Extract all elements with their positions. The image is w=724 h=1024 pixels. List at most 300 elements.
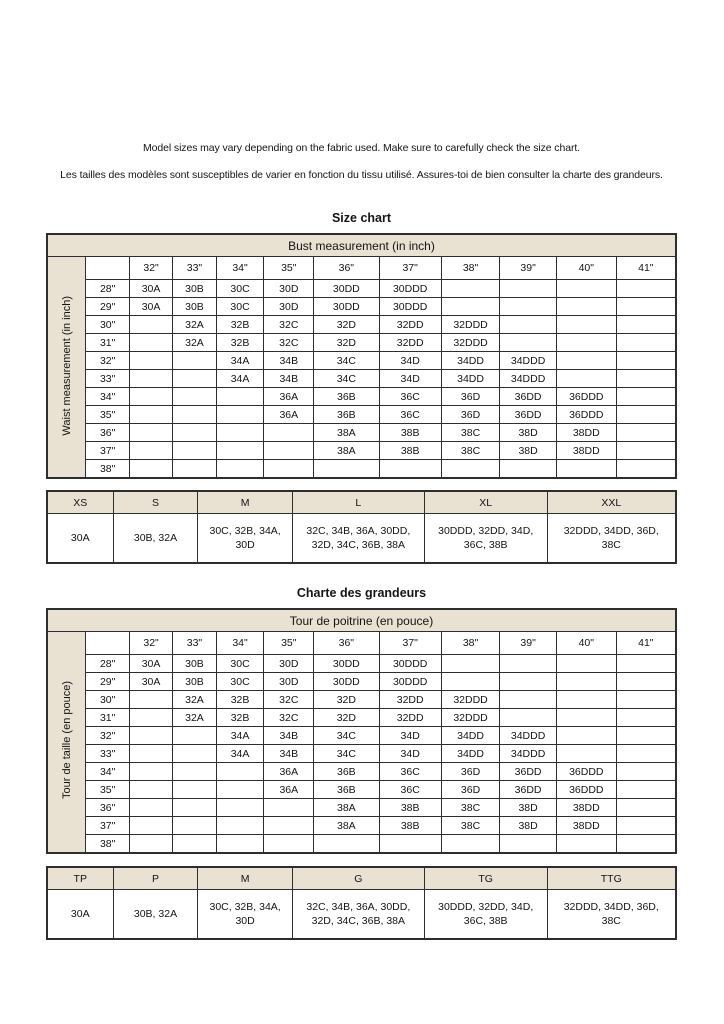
cup-size-cell: 34D xyxy=(379,352,441,370)
measurement-row xyxy=(47,334,676,352)
cup-size-cell xyxy=(173,460,216,479)
bust-column-header: 41" xyxy=(616,632,676,655)
cup-size-cell: 30C xyxy=(216,298,264,316)
bust-column-header: 41" xyxy=(616,257,676,280)
cup-size-cell: 30DD xyxy=(314,673,379,691)
intro-text-fr: Les tailles des modèles sont susceptibles de varier en fonction du tissu utilisé. Assures-toi de bien consulter la charte des grandeurs. xyxy=(60,169,663,181)
side-label-vertical-text: Waist measurement (in inch) xyxy=(60,295,73,436)
cup-size-cell: 30B xyxy=(173,298,216,316)
cup-size-cell: 32DDD xyxy=(441,691,499,709)
cup-size-cell: 32D xyxy=(314,334,379,352)
bust-column-header: 38" xyxy=(441,632,499,655)
cup-size-cell xyxy=(616,799,676,817)
cup-size-cell: 30DDD xyxy=(379,655,441,673)
waist-row-header: 28" xyxy=(86,280,129,298)
bust-measurement-band xyxy=(47,609,676,632)
cup-size-cell xyxy=(173,835,216,854)
waist-row-header: 30" xyxy=(86,316,129,334)
size-values-row xyxy=(47,514,676,564)
size-label-header: XL xyxy=(424,491,547,514)
size-chart-table-fr xyxy=(46,608,677,854)
cup-size-cell: 34DDD xyxy=(500,370,557,388)
cup-size-cell: 36DDD xyxy=(556,388,616,406)
waist-row-header: 33" xyxy=(86,370,129,388)
bust-column-header: 39" xyxy=(500,257,557,280)
cup-size-cell: 38B xyxy=(379,799,441,817)
cup-size-cell xyxy=(129,799,172,817)
cup-size-cell xyxy=(616,673,676,691)
bust-measurement-header: Tour de poitrine (en pouce) xyxy=(47,609,676,632)
cup-size-cell xyxy=(129,334,172,352)
waist-row-header: 33" xyxy=(86,745,129,763)
waist-row-header: 38" xyxy=(86,460,129,479)
cup-size-cell xyxy=(129,406,172,424)
cup-size-cell: 38A xyxy=(314,424,379,442)
cup-size-cell xyxy=(441,460,499,479)
cup-size-cell: 36DD xyxy=(500,763,557,781)
cup-size-cell xyxy=(129,424,172,442)
cup-size-cell xyxy=(616,835,676,854)
measurement-row xyxy=(47,691,676,709)
cup-size-cell: 30DD xyxy=(314,655,379,673)
cup-size-cell xyxy=(173,799,216,817)
cup-size-cell xyxy=(129,352,172,370)
cup-size-cell xyxy=(129,709,172,727)
cup-size-cell: 36D xyxy=(441,763,499,781)
cup-size-cell xyxy=(173,406,216,424)
bust-columns-header-row xyxy=(47,632,676,655)
cup-size-cell xyxy=(129,460,172,479)
cup-size-cell: 34B xyxy=(264,352,314,370)
cup-size-cell: 30B xyxy=(173,673,216,691)
cup-size-cell xyxy=(616,781,676,799)
waist-row-header: 34" xyxy=(86,388,129,406)
bust-column-header: 36" xyxy=(314,257,379,280)
cup-size-cell: 30DD xyxy=(314,298,379,316)
cup-size-cell: 32DDD xyxy=(441,316,499,334)
cup-size-cell: 36C xyxy=(379,388,441,406)
waist-row-header: 30" xyxy=(86,691,129,709)
cup-size-cell xyxy=(264,799,314,817)
waist-row-header: 29" xyxy=(86,673,129,691)
cup-size-cell xyxy=(616,442,676,460)
size-values-cell: 30A xyxy=(47,890,113,940)
cup-size-cell xyxy=(264,424,314,442)
bust-column-header: 36" xyxy=(314,632,379,655)
cup-size-cell xyxy=(173,817,216,835)
size-label-header: L xyxy=(292,491,424,514)
cup-size-cell xyxy=(500,835,557,854)
cup-size-cell: 34DDD xyxy=(500,352,557,370)
cup-size-cell xyxy=(616,334,676,352)
cup-size-cell xyxy=(129,745,172,763)
bust-column-header: 37" xyxy=(379,632,441,655)
cup-size-cell xyxy=(216,763,264,781)
cup-size-cell: 36DD xyxy=(500,406,557,424)
waist-row-header: 37" xyxy=(86,817,129,835)
cup-size-cell: 30D xyxy=(264,280,314,298)
measurement-row xyxy=(47,727,676,745)
cup-size-cell xyxy=(500,673,557,691)
waist-row-header: 32" xyxy=(86,727,129,745)
cup-size-cell: 38B xyxy=(379,442,441,460)
cup-size-cell: 36A xyxy=(264,406,314,424)
size-labels-row xyxy=(47,491,676,514)
cup-size-cell: 32D xyxy=(314,709,379,727)
cup-size-cell xyxy=(616,316,676,334)
measurement-row xyxy=(47,673,676,691)
cup-size-cell xyxy=(616,727,676,745)
cup-size-cell: 38D xyxy=(500,817,557,835)
cup-size-cell: 38DD xyxy=(556,442,616,460)
cup-size-cell xyxy=(500,298,557,316)
size-label-header: G xyxy=(292,867,424,890)
measurement-row xyxy=(47,835,676,854)
cup-size-cell: 38A xyxy=(314,817,379,835)
cup-size-cell: 38DD xyxy=(556,799,616,817)
size-labels-row xyxy=(47,867,676,890)
waist-row-header: 35" xyxy=(86,781,129,799)
cup-size-cell xyxy=(500,691,557,709)
cup-size-cell xyxy=(264,460,314,479)
size-label-header: M xyxy=(198,491,292,514)
cup-size-cell: 38B xyxy=(379,424,441,442)
corner-blank-cell xyxy=(86,257,129,280)
cup-size-cell: 30DDD xyxy=(379,280,441,298)
waist-row-header: 34" xyxy=(86,763,129,781)
cup-size-cell xyxy=(556,727,616,745)
cup-size-cell: 34DD xyxy=(441,727,499,745)
cup-size-cell: 34D xyxy=(379,370,441,388)
bust-column-header: 32" xyxy=(129,632,172,655)
cup-size-cell xyxy=(441,280,499,298)
cup-size-cell xyxy=(129,781,172,799)
size-label-header: TG xyxy=(424,867,547,890)
measurement-row xyxy=(47,655,676,673)
cup-size-cell: 30A xyxy=(129,655,172,673)
cup-size-cell xyxy=(556,745,616,763)
cup-size-cell: 38C xyxy=(441,817,499,835)
cup-size-cell xyxy=(216,388,264,406)
size-label-header: P xyxy=(113,867,198,890)
size-values-cell: 32DDD, 34DD, 36D, 38C xyxy=(547,890,676,940)
cup-size-cell: 32DD xyxy=(379,316,441,334)
cup-size-cell xyxy=(556,673,616,691)
cup-size-cell: 36DD xyxy=(500,781,557,799)
cup-size-cell xyxy=(173,727,216,745)
cup-size-cell: 36D xyxy=(441,406,499,424)
cup-size-cell xyxy=(216,817,264,835)
cup-size-cell: 36DDD xyxy=(556,763,616,781)
cup-size-cell: 32B xyxy=(216,691,264,709)
measurement-row xyxy=(47,388,676,406)
bust-column-header: 35" xyxy=(264,257,314,280)
cup-size-cell xyxy=(441,298,499,316)
measurement-row xyxy=(47,799,676,817)
measurement-row xyxy=(47,781,676,799)
cup-size-cell: 30A xyxy=(129,298,172,316)
cup-size-cell xyxy=(556,370,616,388)
cup-size-cell xyxy=(129,388,172,406)
waist-row-header: 38" xyxy=(86,835,129,854)
cup-size-cell: 34DDD xyxy=(500,745,557,763)
size-values-cell: 30C, 32B, 34A, 30D xyxy=(198,890,292,940)
cup-size-cell: 38A xyxy=(314,799,379,817)
sizes-mapping-table-en xyxy=(46,490,677,564)
cup-size-cell xyxy=(129,835,172,854)
cup-size-cell: 38C xyxy=(441,424,499,442)
cup-size-cell: 32B xyxy=(216,709,264,727)
cup-size-cell: 36D xyxy=(441,781,499,799)
cup-size-cell xyxy=(500,316,557,334)
waist-measurement-side-label xyxy=(47,632,86,854)
bust-column-header: 37" xyxy=(379,257,441,280)
cup-size-cell xyxy=(556,352,616,370)
cup-size-cell: 32DDD xyxy=(441,334,499,352)
cup-size-cell xyxy=(173,370,216,388)
cup-size-cell: 36B xyxy=(314,781,379,799)
measurement-row xyxy=(47,316,676,334)
size-values-cell: 30DDD, 32DD, 34D, 36C, 38B xyxy=(424,890,547,940)
corner-blank-cell xyxy=(86,632,129,655)
cup-size-cell: 34DD xyxy=(441,370,499,388)
cup-size-cell: 34A xyxy=(216,352,264,370)
bust-column-header: 34" xyxy=(216,257,264,280)
cup-size-cell: 36DD xyxy=(500,388,557,406)
cup-size-cell xyxy=(129,763,172,781)
bust-column-header: 39" xyxy=(500,632,557,655)
cup-size-cell xyxy=(500,460,557,479)
bust-column-header: 40" xyxy=(556,257,616,280)
measurement-row xyxy=(47,352,676,370)
bust-column-header: 33" xyxy=(173,257,216,280)
bust-measurement-band xyxy=(47,234,676,257)
cup-size-cell: 32B xyxy=(216,334,264,352)
cup-size-cell: 38DD xyxy=(556,817,616,835)
cup-size-cell: 36C xyxy=(379,406,441,424)
cup-size-cell xyxy=(556,709,616,727)
cup-size-cell xyxy=(616,709,676,727)
cup-size-cell xyxy=(216,835,264,854)
size-values-cell: 32C, 34B, 36A, 30DD, 32D, 34C, 36B, 38A xyxy=(292,514,424,564)
size-values-cell: 30DDD, 32DD, 34D, 36C, 38B xyxy=(424,514,547,564)
cup-size-cell xyxy=(173,352,216,370)
cup-size-cell xyxy=(616,370,676,388)
cup-size-cell xyxy=(556,460,616,479)
size-label-header: S xyxy=(113,491,198,514)
side-label-vertical-text: Tour de taille (en pouce) xyxy=(60,681,73,800)
cup-size-cell xyxy=(500,334,557,352)
size-label-header: TP xyxy=(47,867,113,890)
cup-size-cell: 32A xyxy=(173,334,216,352)
cup-size-cell: 30DDD xyxy=(379,673,441,691)
waist-row-header: 31" xyxy=(86,334,129,352)
cup-size-cell xyxy=(314,835,379,854)
size-values-cell: 30B, 32A xyxy=(113,514,198,564)
cup-size-cell xyxy=(616,460,676,479)
cup-size-cell xyxy=(173,763,216,781)
cup-size-cell: 34B xyxy=(264,727,314,745)
cup-size-cell: 34B xyxy=(264,370,314,388)
size-label-header: XS xyxy=(47,491,113,514)
measurement-row xyxy=(47,442,676,460)
bust-measurement-header: Bust measurement (in inch) xyxy=(47,234,676,257)
cup-size-cell: 36B xyxy=(314,763,379,781)
waist-measurement-side-label xyxy=(47,257,86,479)
cup-size-cell: 30C xyxy=(216,673,264,691)
cup-size-cell xyxy=(173,424,216,442)
cup-size-cell xyxy=(616,298,676,316)
cup-size-cell xyxy=(314,460,379,479)
cup-size-cell xyxy=(616,745,676,763)
measurement-row xyxy=(47,424,676,442)
cup-size-cell xyxy=(129,727,172,745)
bust-column-header: 33" xyxy=(173,632,216,655)
cup-size-cell: 30B xyxy=(173,655,216,673)
measurement-row xyxy=(47,709,676,727)
size-values-cell: 30C, 32B, 34A, 30D xyxy=(198,514,292,564)
cup-size-cell xyxy=(173,781,216,799)
cup-size-cell: 34DD xyxy=(441,745,499,763)
waist-row-header: 35" xyxy=(86,406,129,424)
cup-size-cell xyxy=(216,799,264,817)
bust-column-header: 34" xyxy=(216,632,264,655)
cup-size-cell xyxy=(616,817,676,835)
cup-size-cell: 36B xyxy=(314,406,379,424)
waist-row-header: 37" xyxy=(86,442,129,460)
measurement-row xyxy=(47,406,676,424)
cup-size-cell xyxy=(556,298,616,316)
cup-size-cell: 30D xyxy=(264,673,314,691)
cup-size-cell: 38B xyxy=(379,817,441,835)
waist-row-header: 31" xyxy=(86,709,129,727)
cup-size-cell xyxy=(556,334,616,352)
cup-size-cell: 30D xyxy=(264,655,314,673)
measurement-row xyxy=(47,370,676,388)
cup-size-cell: 38A xyxy=(314,442,379,460)
cup-size-cell xyxy=(173,442,216,460)
cup-size-cell xyxy=(129,442,172,460)
size-label-header: M xyxy=(198,867,292,890)
cup-size-cell: 30C xyxy=(216,280,264,298)
measurement-row xyxy=(47,763,676,781)
cup-size-cell xyxy=(216,406,264,424)
measurement-row xyxy=(47,298,676,316)
cup-size-cell xyxy=(379,835,441,854)
cup-size-cell: 36A xyxy=(264,763,314,781)
cup-size-cell xyxy=(441,835,499,854)
size-values-cell: 32DDD, 34DD, 36D, 38C xyxy=(547,514,676,564)
cup-size-cell xyxy=(129,316,172,334)
cup-size-cell xyxy=(216,442,264,460)
cup-size-cell xyxy=(441,655,499,673)
cup-size-cell xyxy=(616,388,676,406)
size-values-cell: 30A xyxy=(47,514,113,564)
cup-size-cell xyxy=(173,745,216,763)
cup-size-cell: 30C xyxy=(216,655,264,673)
size-chart-table-en xyxy=(46,233,677,479)
size-values-cell: 30B, 32A xyxy=(113,890,198,940)
cup-size-cell xyxy=(556,691,616,709)
cup-size-cell: 30A xyxy=(129,280,172,298)
waist-row-header: 36" xyxy=(86,424,129,442)
cup-size-cell: 38DD xyxy=(556,424,616,442)
cup-size-cell xyxy=(500,280,557,298)
cup-size-cell: 34D xyxy=(379,745,441,763)
cup-size-cell xyxy=(264,442,314,460)
cup-size-cell: 30B xyxy=(173,280,216,298)
cup-size-cell: 32DD xyxy=(379,691,441,709)
cup-size-cell: 32D xyxy=(314,316,379,334)
waist-row-header: 36" xyxy=(86,799,129,817)
cup-size-cell: 34DD xyxy=(441,352,499,370)
bust-column-header: 32" xyxy=(129,257,172,280)
cup-size-cell: 34B xyxy=(264,745,314,763)
cup-size-cell: 32DD xyxy=(379,334,441,352)
cup-size-cell xyxy=(616,655,676,673)
cup-size-cell xyxy=(616,352,676,370)
cup-size-cell: 36C xyxy=(379,781,441,799)
cup-size-cell: 36D xyxy=(441,388,499,406)
cup-size-cell xyxy=(264,835,314,854)
cup-size-cell: 36DDD xyxy=(556,781,616,799)
size-label-header: XXL xyxy=(547,491,676,514)
bust-columns-header-row xyxy=(47,257,676,280)
cup-size-cell xyxy=(216,424,264,442)
measurement-row xyxy=(47,460,676,479)
cup-size-cell: 34C xyxy=(314,370,379,388)
cup-size-cell xyxy=(129,691,172,709)
cup-size-cell: 32C xyxy=(264,709,314,727)
cup-size-cell: 36C xyxy=(379,763,441,781)
cup-size-cell: 34C xyxy=(314,745,379,763)
cup-size-cell: 32A xyxy=(173,316,216,334)
cup-size-cell xyxy=(616,280,676,298)
cup-size-cell xyxy=(441,673,499,691)
bust-column-header: 38" xyxy=(441,257,499,280)
cup-size-cell xyxy=(556,655,616,673)
cup-size-cell xyxy=(556,316,616,334)
cup-size-cell: 32D xyxy=(314,691,379,709)
intro-text-en: Model sizes may vary depending on the fabric used. Make sure to carefully check the size chart. xyxy=(143,142,580,154)
cup-size-cell: 38D xyxy=(500,424,557,442)
cup-size-cell: 34C xyxy=(314,727,379,745)
size-chart-title-fr: Charte des grandeurs xyxy=(296,586,427,600)
cup-size-cell: 30DD xyxy=(314,280,379,298)
cup-size-cell xyxy=(500,655,557,673)
cup-size-cell: 30D xyxy=(264,298,314,316)
bust-column-header: 40" xyxy=(556,632,616,655)
size-values-cell: 32C, 34B, 36A, 30DD, 32D, 34C, 36B, 38A xyxy=(292,890,424,940)
cup-size-cell: 34A xyxy=(216,727,264,745)
cup-size-cell xyxy=(556,835,616,854)
waist-row-header: 29" xyxy=(86,298,129,316)
cup-size-cell xyxy=(616,424,676,442)
cup-size-cell xyxy=(616,406,676,424)
measurement-row xyxy=(47,745,676,763)
cup-size-cell: 32A xyxy=(173,691,216,709)
cup-size-cell xyxy=(616,691,676,709)
bust-column-header: 35" xyxy=(264,632,314,655)
cup-size-cell xyxy=(264,817,314,835)
cup-size-cell: 32C xyxy=(264,334,314,352)
cup-size-cell: 32DD xyxy=(379,709,441,727)
cup-size-cell: 38C xyxy=(441,442,499,460)
cup-size-cell: 34C xyxy=(314,352,379,370)
cup-size-cell: 32B xyxy=(216,316,264,334)
cup-size-cell xyxy=(173,388,216,406)
cup-size-cell: 30A xyxy=(129,673,172,691)
